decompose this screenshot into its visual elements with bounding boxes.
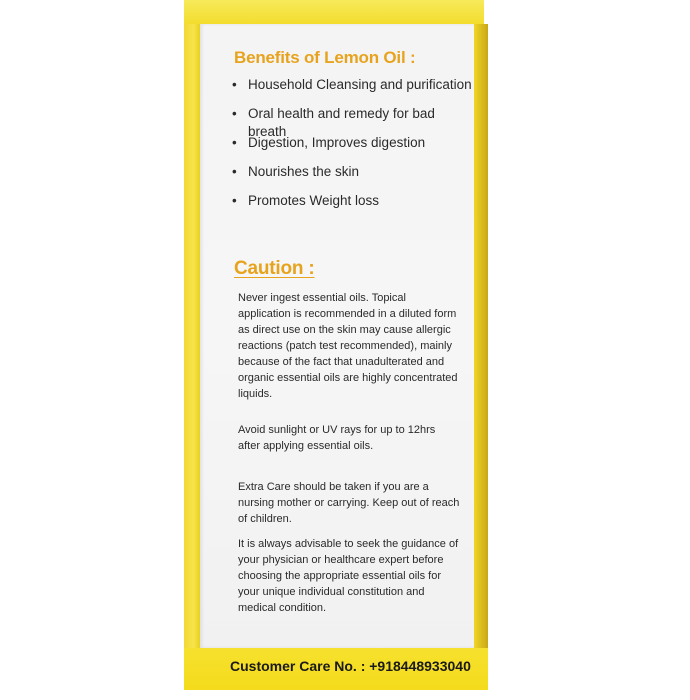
list-item: • Promotes Weight loss <box>230 192 474 221</box>
list-item: • Oral health and remedy for bad breath <box>230 105 474 134</box>
caution-paragraph: It is always advisable to seek the guidance of your physician or healthcare expert before choosing the appropriate essential oils for your unique individual constitution and medical condition. <box>238 538 459 614</box>
list-item: • Household Cleansing and purification <box>230 76 474 105</box>
box-right-edge <box>474 24 488 674</box>
list-item: • Nourishes the skin <box>230 163 474 192</box>
benefits-heading: Benefits of Lemon Oil : <box>234 48 416 67</box>
customer-care-number: Customer Care No. : +918448933040 <box>230 658 471 674</box>
box-left-edge <box>184 0 200 700</box>
caution-paragraph: Avoid sunlight or UV rays for up to 12hrs after applying essential oils. <box>238 424 436 452</box>
box-side-panel <box>200 24 474 648</box>
box-top-flap <box>184 0 484 24</box>
benefits-list <box>230 76 474 221</box>
list-item: • Digestion, Improves digestion <box>230 134 474 163</box>
caution-paragraph: Never ingest essential oils. Topical application is recommended in a diluted form as direct use on the skin may cause allergic reactions (patch test recommended), mainly because of the fact that unadulterated and organic essential oils are highly concentrated liquids. <box>238 292 458 400</box>
caution-paragraph: Extra Care should be taken if you are a nursing mother or carrying. Keep out of reach of children. <box>238 481 460 525</box>
box-bottom-edge <box>184 690 488 700</box>
caution-heading: Caution : <box>234 258 315 279</box>
